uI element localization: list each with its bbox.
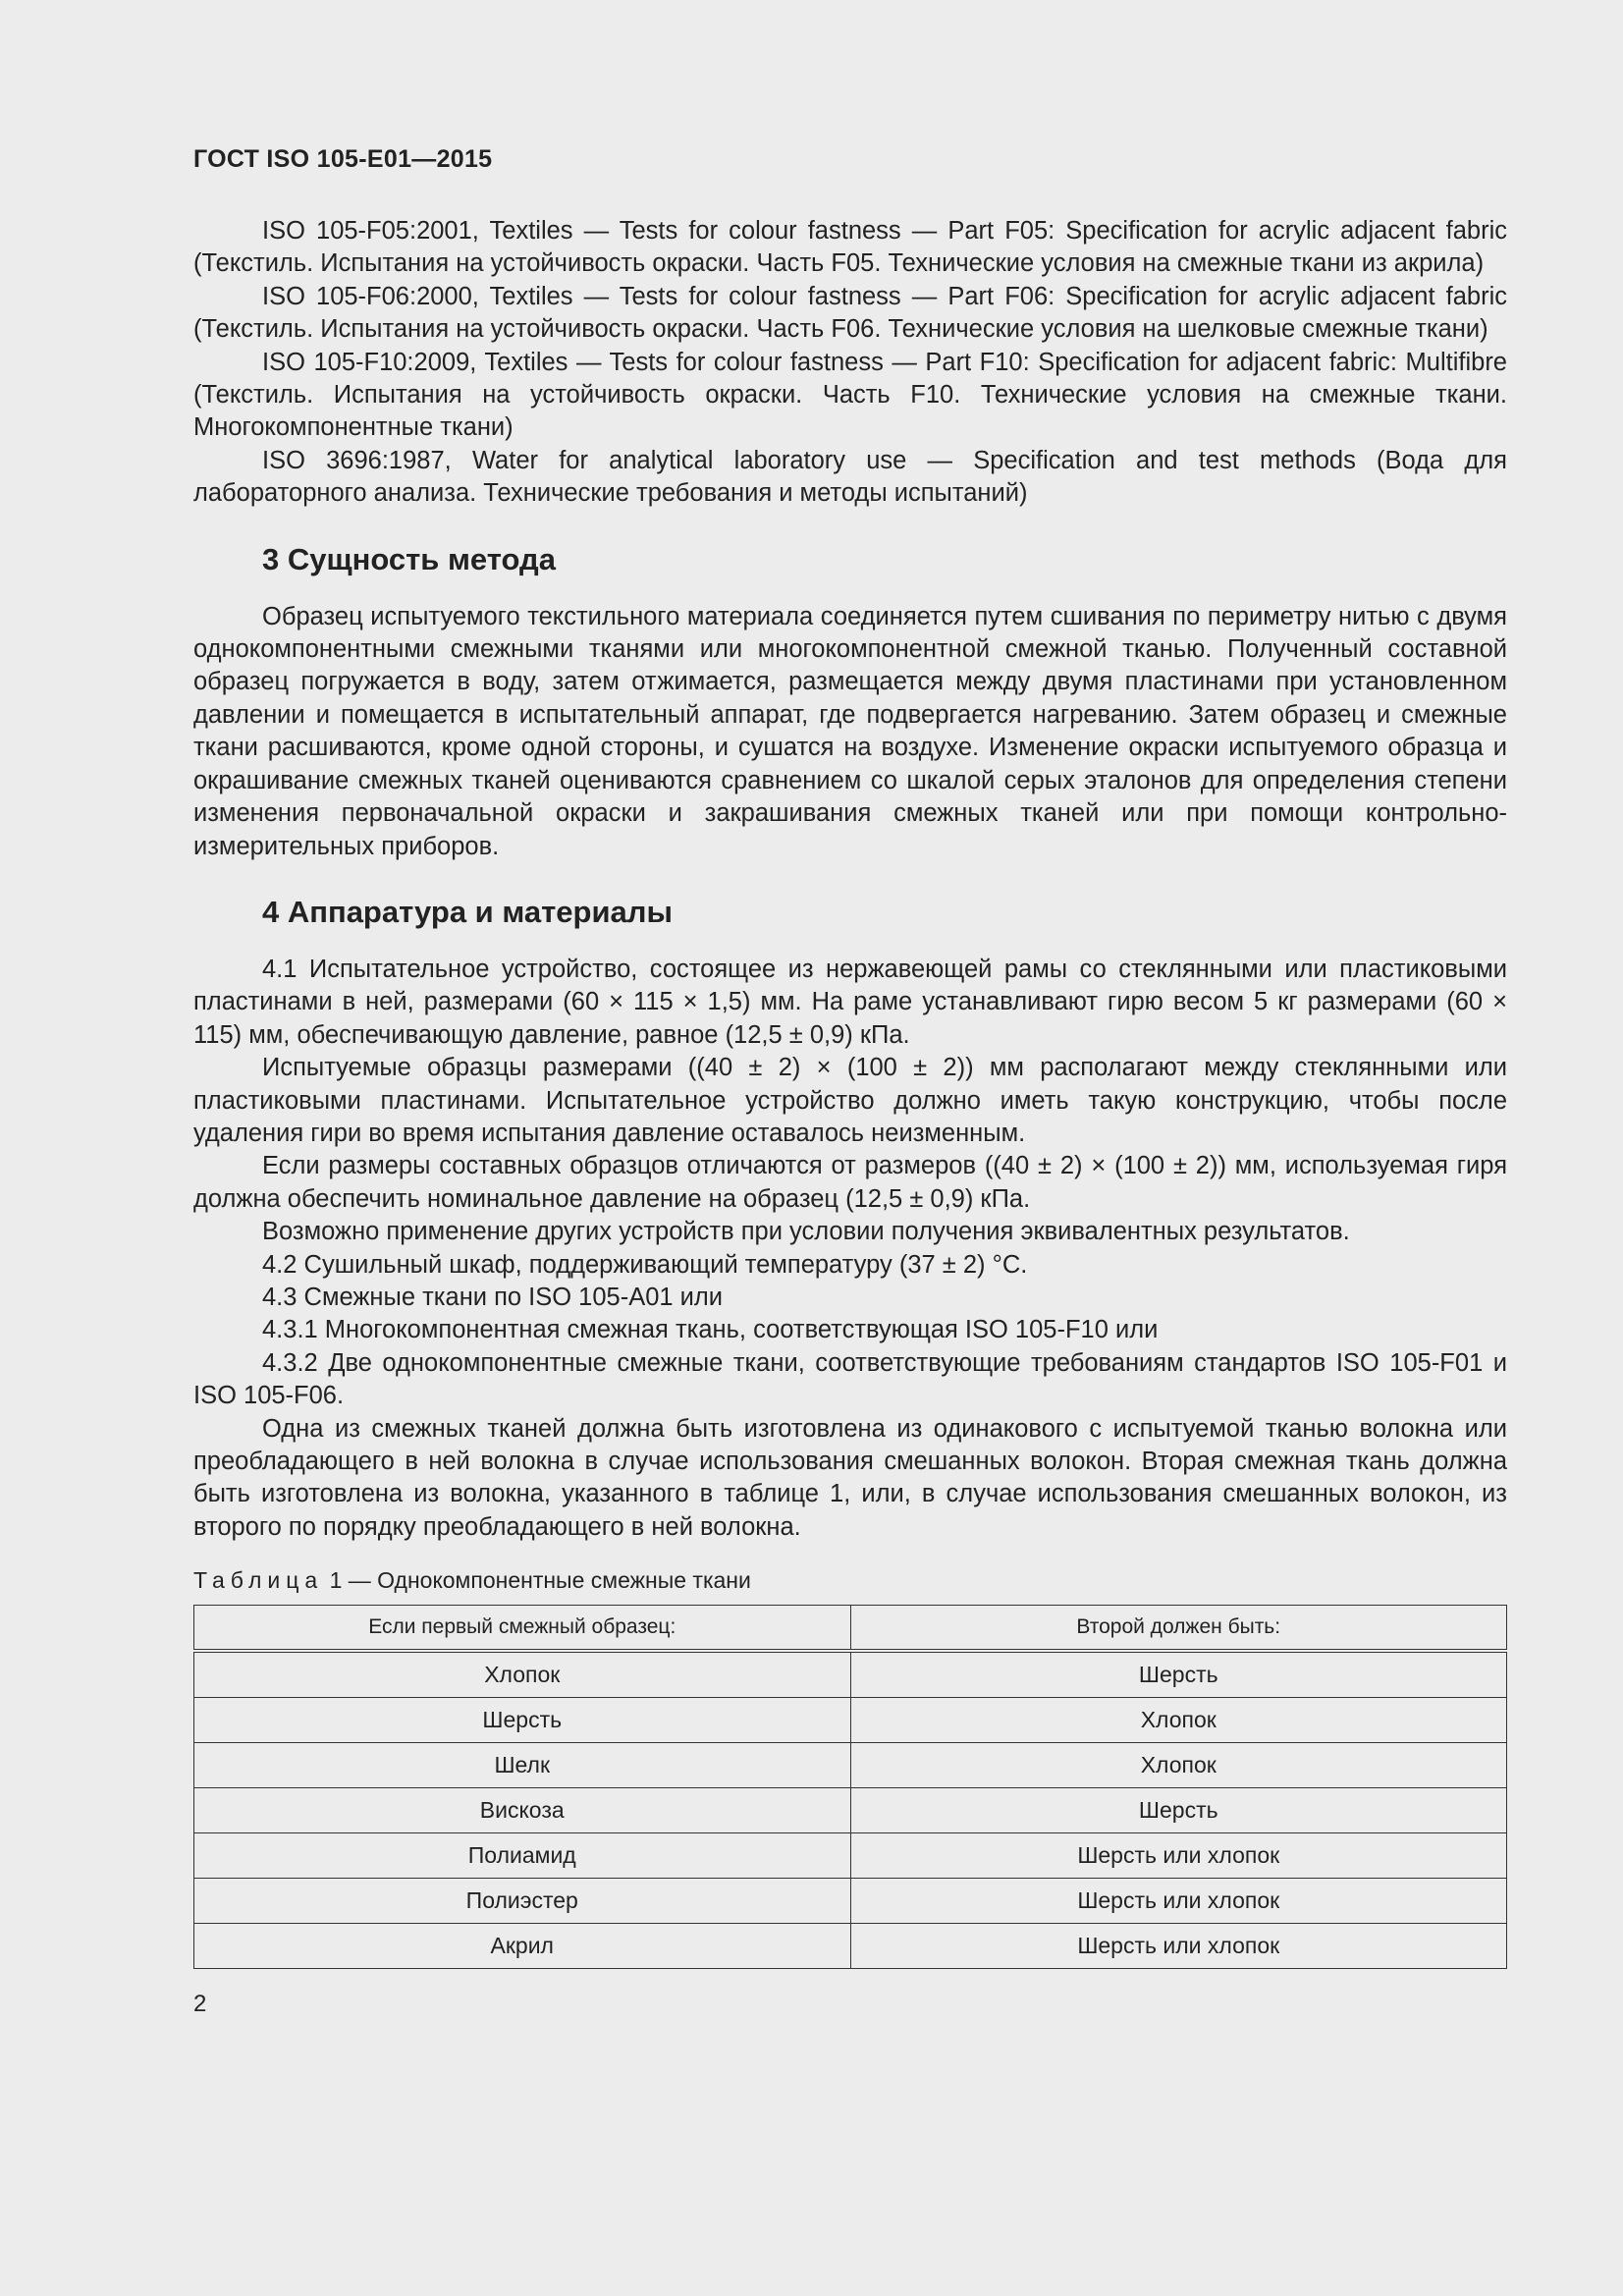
reference-item: ISO 105-F06:2000, Textiles — Tests for colour fastness — Part F06: Specification for acrylic adjacent fabric (Текстиль. Испытания на устойчивость окраски. Часть F06. Технические условия на шелковые смежные ткани) bbox=[193, 282, 1507, 344]
section-3-heading: 3 Сущность метода bbox=[262, 541, 556, 576]
section-4-paragraph: Если размеры составных образцов отличаются от размеров ((40 ± 2) × (100 ± 2)) мм, используемая гиря должна обеспечить номинальное давление на образец (12,5 ± 0,9) кПа. bbox=[193, 1152, 1507, 1213]
table-row bbox=[194, 1924, 1507, 1969]
normative-references bbox=[193, 215, 1507, 511]
table-cell: Хлопок bbox=[850, 1698, 1507, 1743]
section-4-paragraph: 4.3 Смежные ткани по ISO 105-A01 или bbox=[262, 1283, 724, 1311]
document-header: ГОСТ ISO 105-E01—2015 bbox=[193, 145, 493, 173]
reference-item: ISO 3696:1987, Water for analytical laboratory use — Specification and test methods (Вода для лабораторного анализа. Технические требования и методы испытаний) bbox=[193, 446, 1507, 508]
reference-item: ISO 105-F05:2001, Textiles — Tests for colour fastness — Part F05: Specification for acrylic adjacent fabric (Текстиль. Испытания на устойчивость окраски. Часть F05. Технические условия на смежные ткани из акрила) bbox=[193, 217, 1507, 278]
table-cell: Шерсть bbox=[850, 1788, 1507, 1833]
table-cell: Шерсть bbox=[194, 1698, 851, 1743]
table-cell: Шерсть bbox=[850, 1651, 1507, 1698]
reference-item: ISO 105-F10:2009, Textiles — Tests for colour fastness — Part F10: Specification for adjacent fabric: Multifibre (Текстиль. Испытания на устойчивость окраски. Часть F10. Технические условия на смежные ткани. Многокомпонентные ткани) bbox=[193, 348, 1507, 442]
table-row bbox=[194, 1698, 1507, 1743]
section-4-paragraph: Возможно применение других устройств при условии получения эквивалентных результатов. bbox=[262, 1218, 1350, 1246]
table-cell: Шелк bbox=[194, 1743, 851, 1788]
section-4-body bbox=[193, 954, 1507, 1544]
table-cell: Хлопок bbox=[194, 1651, 851, 1698]
table-row bbox=[194, 1788, 1507, 1833]
table-cell: Полиэстер bbox=[194, 1879, 851, 1924]
table-header-row bbox=[194, 1606, 1507, 1652]
table-row bbox=[194, 1879, 1507, 1924]
section-4-heading: 4 Аппаратура и материалы bbox=[262, 894, 673, 929]
section-4-paragraph: 4.3.2 Две однокомпонентные смежные ткани, соответствующие требованиям стандартов ISO 105-F01 и ISO 105-F06. bbox=[193, 1348, 1507, 1410]
table-caption-title: 1 — Однокомпонентные смежные ткани bbox=[323, 1567, 751, 1594]
table-cell: Шерсть или хлопок bbox=[850, 1833, 1507, 1879]
table-cell: Шерсть или хлопок bbox=[850, 1924, 1507, 1969]
section-4-paragraph: 4.2 Сушильный шкаф, поддерживающий температуру (37 ± 2) °С. bbox=[262, 1250, 1028, 1279]
table-cell: Полиамид bbox=[194, 1833, 851, 1879]
table-header-cell: Если первый смежный образец: bbox=[194, 1606, 851, 1652]
section-4-paragraph: Испытуемые образцы размерами ((40 ± 2) × (100 ± 2)) мм располагают между стеклянными или пластиковыми пластинами. Испытательное устройство должно иметь такую конструкцию, чтобы после удаления гири во время испытания давление оставалось неизменным. bbox=[193, 1054, 1507, 1147]
section-3-paragraph: Образец испытуемого текстильного материала соединяется путем сшивания по периметру нитью с двумя однокомпонентными смежными тканями или многокомпонентной смежной тканью. Полученный составной образец погружается в воду, затем отжимается, размещается между двумя пластинами при установленном давлении и помещается в испытательный аппарат, где подвергается нагреванию. Затем образец и смежные ткани расшиваются, кроме одной стороны, и сушатся на воздухе. Изменение окраски испытуемого образца и окрашивание смежных тканей оцениваются сравнением со шкалой серых эталонов для определения степени изменения первоначальной окраски и закрашивания смежных тканей или при помощи контрольно-измерительных приборов. bbox=[193, 602, 1507, 860]
table-row bbox=[194, 1743, 1507, 1788]
table-header-cell: Второй должен быть: bbox=[850, 1606, 1507, 1652]
table-row bbox=[194, 1833, 1507, 1879]
page-number: 2 bbox=[193, 1991, 207, 2018]
table-cell: Вискоза bbox=[194, 1788, 851, 1833]
section-4-paragraph: 4.3.1 Многокомпонентная смежная ткань, соответствующая ISO 105-F10 или bbox=[262, 1316, 1159, 1344]
table-caption-label: Таблица bbox=[193, 1567, 324, 1594]
section-4-paragraph: Одна из смежных тканей должна быть изготовлена из одинакового с испытуемой тканью волокна или преобладающего в ней волокна в случае использования смешанных волокон. Вторая смежная ткань должна быть изготовлена из волокна, указанного в таблице 1, или, в случае использования смешанных волокон, из второго по порядку преобладающего в ней волокна. bbox=[193, 1414, 1507, 1541]
table-cell: Хлопок bbox=[850, 1743, 1507, 1788]
document-page bbox=[193, 145, 1507, 2018]
table-cell: Шерсть или хлопок bbox=[850, 1879, 1507, 1924]
table-caption bbox=[193, 1565, 1507, 1595]
table-cell: Акрил bbox=[194, 1924, 851, 1969]
adjacent-fabrics-table bbox=[193, 1605, 1507, 1969]
section-4-paragraph: 4.1 Испытательное устройство, состоящее из нержавеющей рамы со стеклянными или пластиковыми пластинами в ней, размерами (60 × 115 × 1,5) мм. На раме устанавливают гирю весом 5 кг размерами (60 × 115) мм, обеспечивающую давление, равное (12,5 ± 0,9) кПа. bbox=[193, 955, 1507, 1049]
table-row bbox=[194, 1651, 1507, 1698]
